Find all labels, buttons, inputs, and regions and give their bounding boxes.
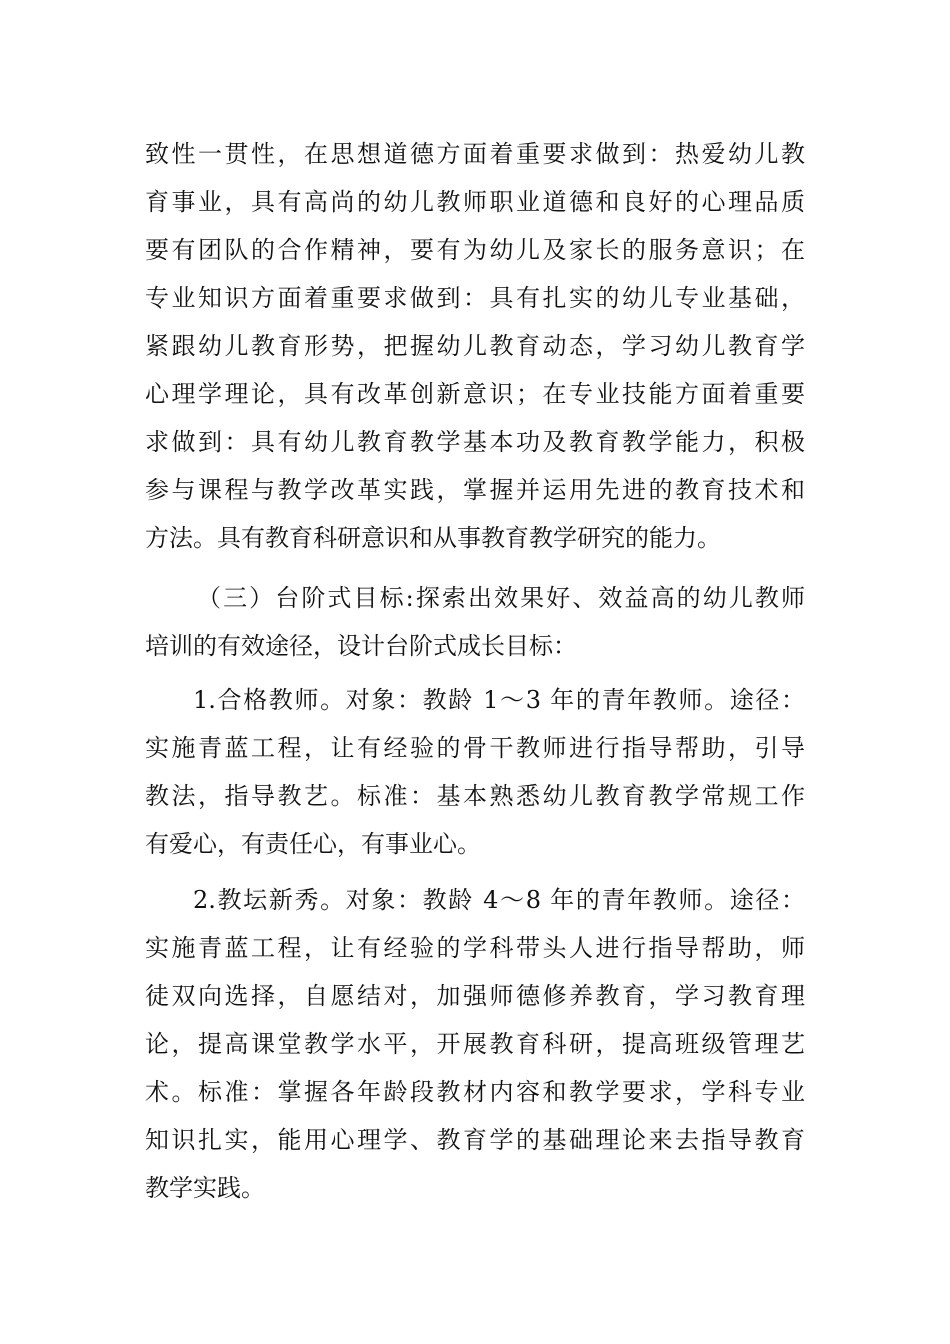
text-line: 教学实践。: [145, 1174, 265, 1202]
text-line: 徒双向选择，自愿结对，加强师德修养教育，学习教育理: [145, 982, 805, 1010]
text-line: 要有团队的合作精神，要有为幼儿及家长的服务意识；在: [145, 236, 805, 264]
text-line: 知识扎实，能用心理学、教育学的基础理论来去指导教育: [145, 1126, 805, 1154]
text-line: 方法。具有教育科研意识和从事教育教学研究的能力。: [145, 524, 721, 552]
text-line: 实施青蓝工程，让有经验的骨干教师进行指导帮助，引导: [145, 734, 805, 762]
text-line: 实施青蓝工程，让有经验的学科带头人进行指导帮助，师: [145, 934, 805, 962]
text-line: 心理学理论，具有改革创新意识；在专业技能方面着重要: [145, 380, 805, 408]
text-line: 参与课程与教学改革实践，掌握并运用先进的教育技术和: [145, 476, 805, 504]
text-line: 论，提高课堂教学水平，开展教育科研，提高班级管理艺: [145, 1030, 805, 1058]
text-line: 专业知识方面着重要求做到：具有扎实的幼儿专业基础，: [145, 284, 805, 312]
text-line: 术。标准：掌握各年龄段教材内容和教学要求，学科专业: [145, 1078, 805, 1106]
text-line: 教法，指导教艺。标准：基本熟悉幼儿教育教学常规工作: [145, 782, 805, 810]
text-line: 致性一贯性，在思想道德方面着重要求做到：热爱幼儿教: [145, 140, 805, 168]
list-item-heading: 2.教坛新秀。对象：教龄 4～8 年的青年教师。途径：: [193, 886, 805, 914]
text-line: 有爱心，有责任心，有事业心。: [145, 830, 481, 858]
section-heading: （三）台阶式目标:探索出效果好、效益高的幼儿教师: [197, 584, 805, 612]
list-item-heading: 1.合格教师。对象：教龄 1～3 年的青年教师。途径：: [193, 686, 805, 714]
text-line: 培训的有效途径，设计台阶式成长目标：: [145, 632, 577, 660]
text-line: 紧跟幼儿教育形势，把握幼儿教育动态，学习幼儿教育学: [145, 332, 805, 360]
text-line: 求做到：具有幼儿教育教学基本功及教育教学能力，积极: [145, 428, 805, 456]
text-line: 育事业，具有高尚的幼儿教师职业道德和良好的心理品质: [145, 188, 805, 216]
